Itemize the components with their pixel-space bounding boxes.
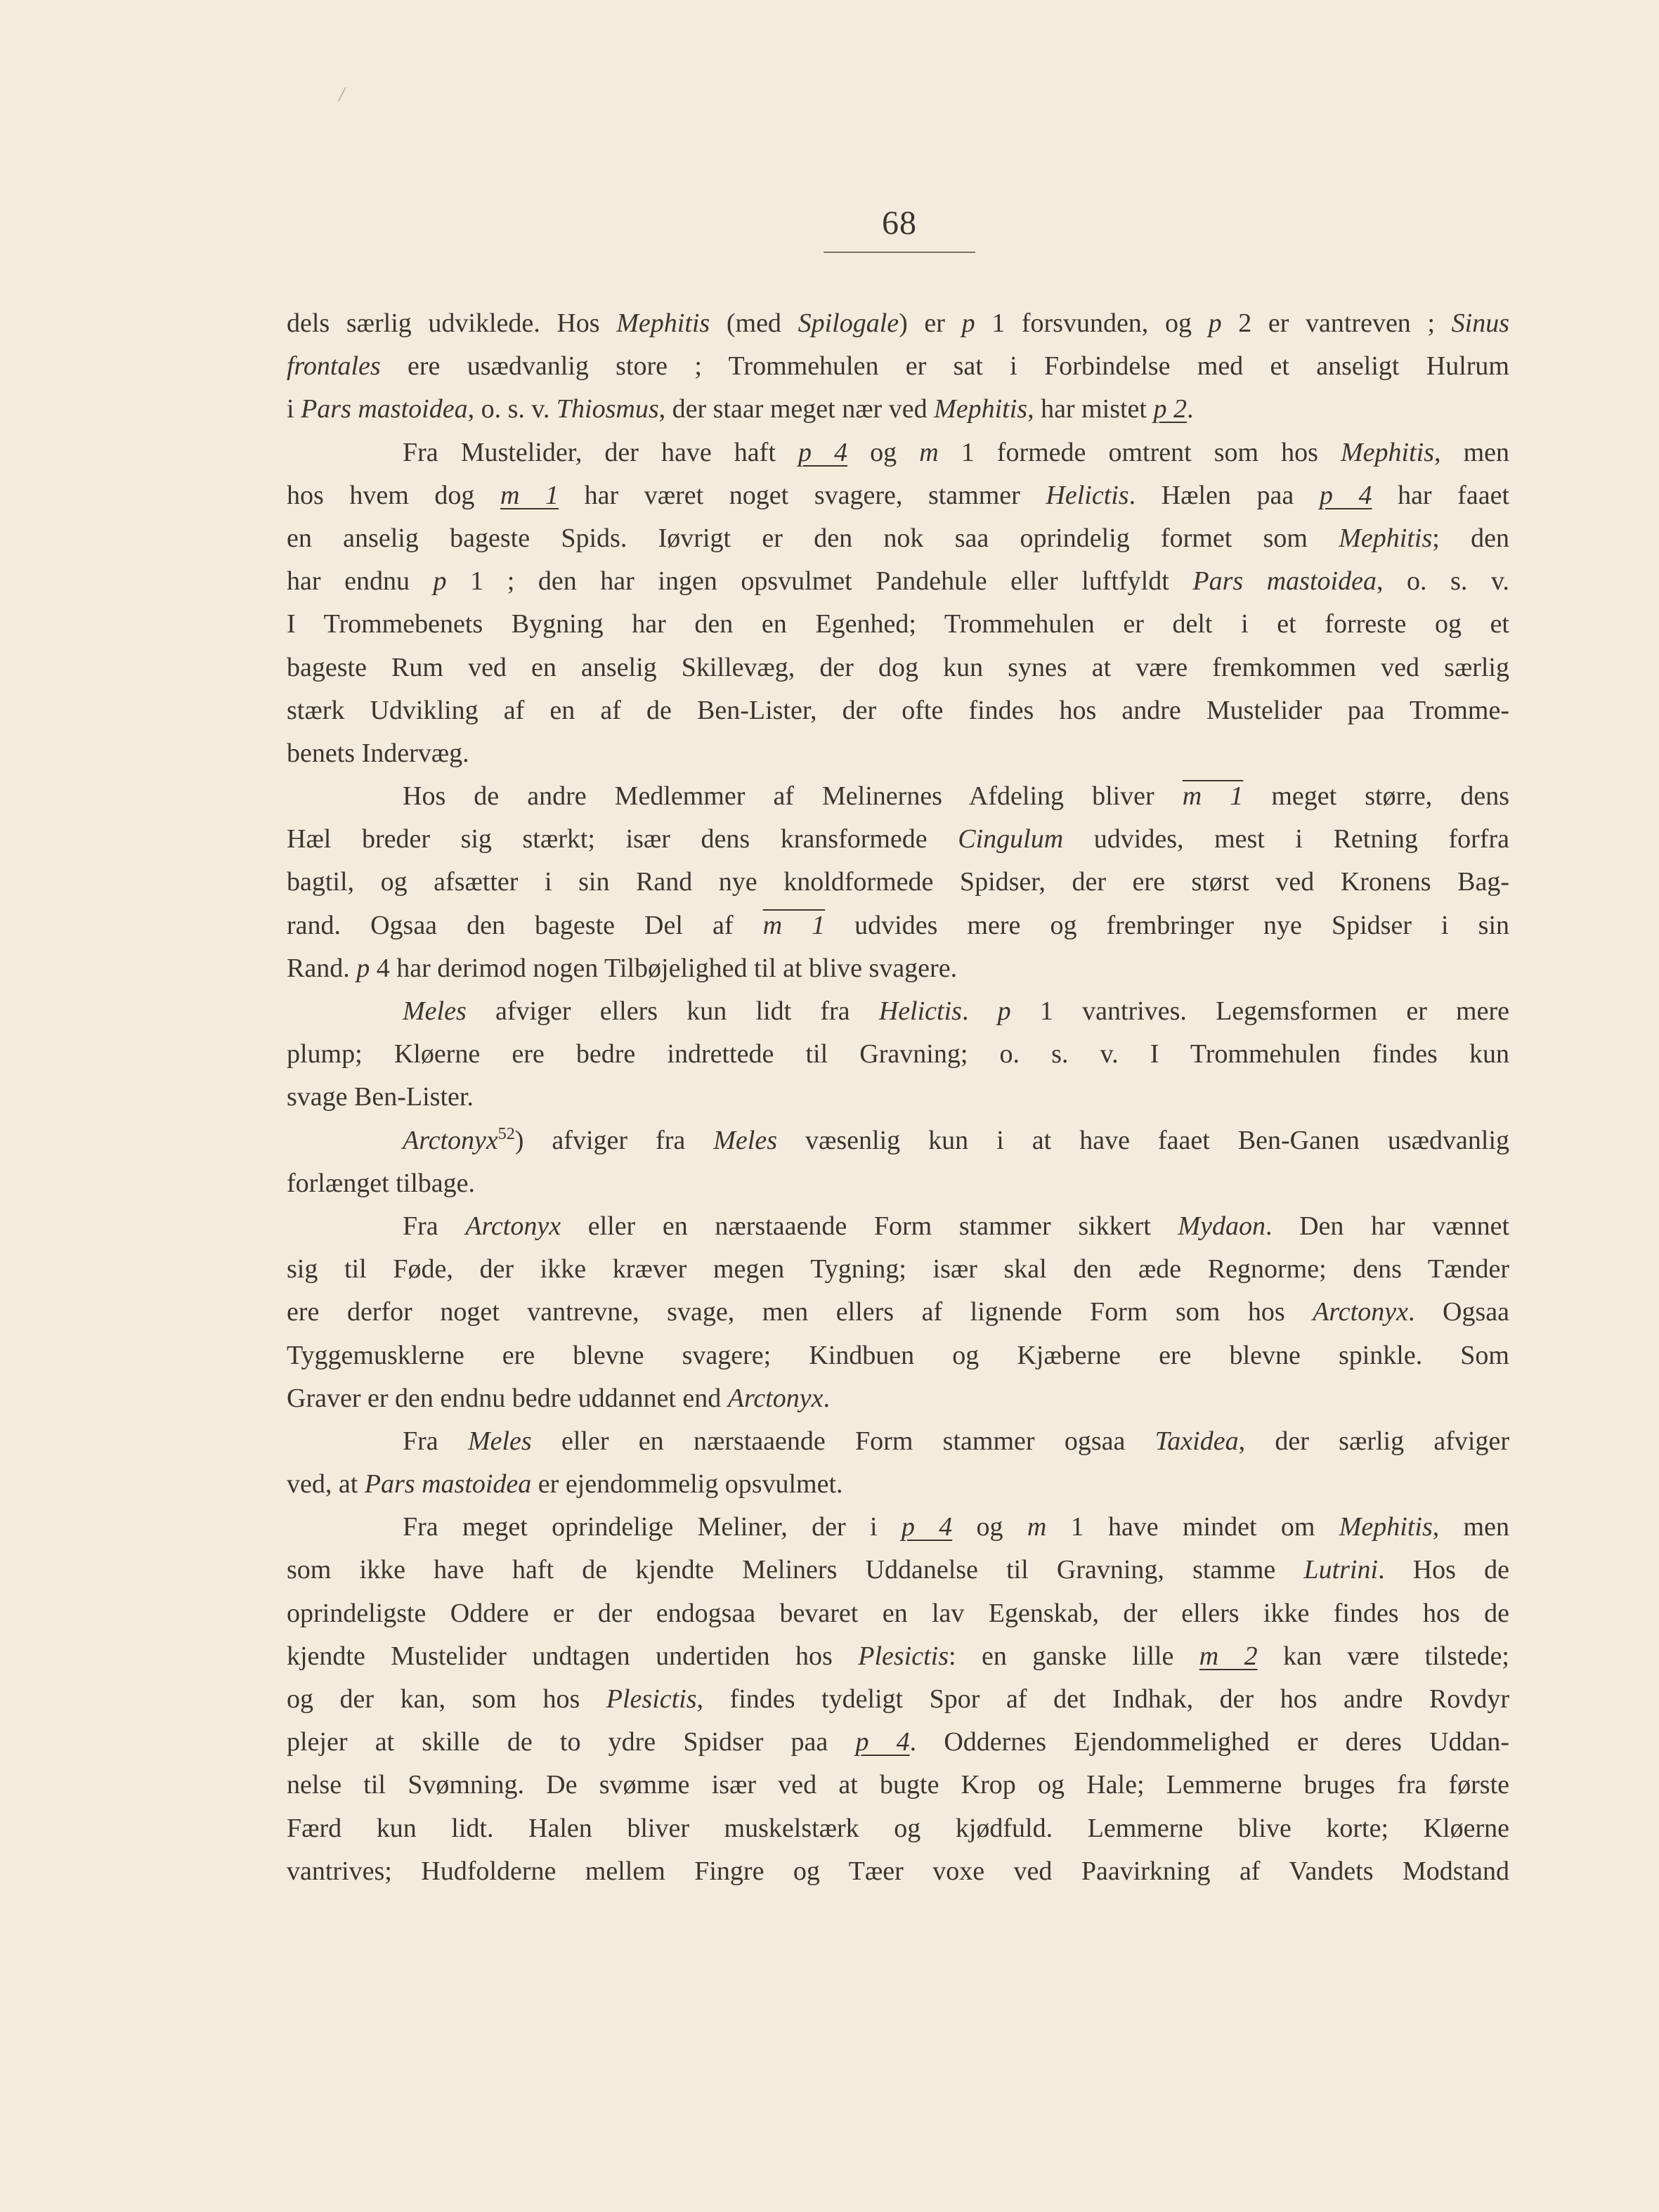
text-run: 1 forsvunden, og	[975, 308, 1209, 338]
text-run: Fra Mustelider, der have haft	[403, 437, 798, 467]
text-run: og	[952, 1512, 1027, 1542]
text-run: m 1	[500, 480, 559, 510]
text-run: Helictis	[878, 996, 962, 1026]
text-run: udvides, mest i Retning forfra	[1063, 824, 1509, 854]
text-line	[287, 1291, 1509, 1334]
text-run: m	[919, 437, 939, 467]
text-run: oprindeligste Oddere er der endogsaa bevaret en lav Egenskab, der ellers ikke findes hos de	[287, 1598, 1509, 1628]
text-line	[287, 689, 1509, 732]
text-run: Mephitis	[616, 308, 710, 338]
text-line	[287, 603, 1509, 646]
text-run: Pars mastoidea	[301, 394, 468, 424]
pencil-mark: /	[339, 83, 345, 106]
text-run: og der kan, som hos	[287, 1684, 606, 1714]
text-run: dels særlig udviklede. Hos	[287, 308, 617, 338]
text-run: p	[997, 996, 1011, 1026]
text-run: vantrives; Hudfolderne mellem Fingre og Tæer voxe ved Paavirkning af Vandets Modstand	[287, 1856, 1509, 1886]
text-run: Mydaon	[1178, 1211, 1266, 1241]
page-number: 68	[882, 204, 917, 242]
text-run: Pars mastoidea	[364, 1469, 532, 1499]
text-run: ; den	[1432, 523, 1509, 553]
text-run: p 4	[1319, 480, 1372, 510]
text-line	[287, 818, 1509, 861]
text-line	[287, 517, 1509, 560]
text-line	[287, 904, 1509, 947]
text-run: eller en nærstaaende Form stammer ogsaa	[531, 1426, 1155, 1456]
text-run: Graver er den endnu bedre uddannet end	[287, 1383, 728, 1413]
text-run: . Hos de	[1378, 1555, 1509, 1585]
text-run: m	[1027, 1512, 1047, 1542]
text-run: nelse til Svømning. De svømme især ved at bugte Krop og Hale; Lemmerne bruges fra første	[287, 1770, 1509, 1800]
text-run: forlænget tilbage.	[287, 1168, 476, 1198]
text-run: svage Ben-Lister.	[287, 1082, 474, 1112]
text-run: m 2	[1199, 1641, 1258, 1671]
text-line	[287, 947, 1509, 990]
text-run: (med	[710, 308, 798, 338]
body-text	[287, 302, 1509, 1893]
text-run: . Den har vænnet	[1265, 1211, 1510, 1241]
text-run: frontales	[287, 351, 381, 382]
text-run: 1 vantrives. Legemsformen er mere	[1010, 996, 1510, 1026]
text-run: udvides mere og frembringer nye Spidser i sin	[825, 910, 1510, 940]
text-run: , der særlig afviger	[1238, 1426, 1509, 1456]
text-line	[287, 1162, 1509, 1205]
text-run: benets Indervæg.	[287, 738, 469, 768]
text-run: kan være tilstede;	[1257, 1641, 1509, 1671]
text-run: Meles	[467, 1426, 532, 1456]
text-run: p	[356, 953, 370, 983]
text-run: meget større, dens	[1243, 781, 1510, 812]
text-line	[287, 1420, 1509, 1463]
text-run: p 4	[855, 1727, 910, 1757]
text-run: Mephitis	[934, 394, 1028, 424]
text-line	[287, 302, 1509, 345]
text-run: Sinus	[1451, 308, 1509, 338]
text-line	[287, 775, 1509, 818]
text-run: Pars mastoidea	[1192, 566, 1377, 597]
text-line	[287, 1033, 1509, 1076]
text-line	[287, 1678, 1509, 1721]
text-line	[287, 474, 1509, 517]
text-run: har faaet	[1372, 480, 1509, 510]
text-run: , o. s. v.	[1376, 566, 1509, 597]
text-line	[287, 1076, 1509, 1119]
text-line	[287, 1592, 1509, 1635]
text-run: plejer at skille de to ydre Spidser paa	[287, 1727, 856, 1757]
text-run: ere derfor noget vantrevne, svage, men ellers af lignende Form som hos	[287, 1297, 1313, 1327]
text-run: eller en nærstaaende Form stammer sikkert	[561, 1211, 1178, 1241]
text-run: Cingulum	[958, 824, 1064, 854]
text-run: m 1	[1182, 781, 1244, 812]
text-run: stærk Udvikling af en af de Ben-Lister, der ofte findes hos andre Mustelider paa Tromme-	[287, 695, 1509, 725]
text-line	[287, 732, 1509, 775]
text-run: Fra meget oprindelige Meliner, der i	[403, 1512, 902, 1542]
text-run: 1 ; den har ingen opsvulmet Pandehule eller luftfyldt	[446, 566, 1193, 597]
text-line	[287, 345, 1509, 388]
text-run: Arctonyx	[403, 1125, 498, 1155]
text-line	[287, 1850, 1509, 1893]
text-run: . Oddernes Ejendommelighed er deres Uddan-	[909, 1727, 1510, 1757]
text-run: rand. Ogsaa den bageste Del af	[287, 910, 763, 940]
text-line	[287, 1248, 1509, 1291]
text-line	[287, 1205, 1509, 1248]
text-run: 1 formede omtrent som hos	[938, 437, 1341, 467]
text-run: : en ganske lille	[949, 1641, 1199, 1671]
text-run: , o. s. v.	[467, 394, 557, 424]
text-line	[287, 1377, 1509, 1420]
text-run: p 4	[901, 1512, 953, 1542]
text-run: bagtil, og afsætter i sin Rand nye knoldformede Spidser, der ere størst ved Kronens Bag-	[287, 867, 1509, 897]
text-run: m 1	[762, 910, 826, 940]
text-run: i	[287, 394, 301, 424]
text-run: Mephitis	[1341, 437, 1434, 467]
text-run: . Hælen paa	[1128, 480, 1320, 510]
text-run: .	[961, 996, 998, 1026]
text-run: Hæl breder sig stærkt; især dens kransformede	[287, 824, 958, 854]
text-line	[287, 431, 1509, 474]
text-run: , der staar meget nær ved	[658, 394, 935, 424]
text-run: Lutrini	[1303, 1555, 1379, 1585]
text-run: Meles	[403, 996, 467, 1026]
text-run: p	[433, 566, 447, 597]
text-run: ved, at	[287, 1469, 365, 1499]
text-line	[287, 646, 1509, 689]
text-line	[287, 1764, 1509, 1807]
text-run: .	[1186, 394, 1194, 424]
text-run: har endnu	[287, 566, 434, 597]
text-run: .	[823, 1383, 831, 1413]
text-run: Arctonyx	[727, 1383, 824, 1413]
text-run: . Ogsaa	[1407, 1297, 1509, 1327]
text-line	[287, 1807, 1509, 1850]
text-run: Arctonyx	[1313, 1297, 1408, 1327]
text-run: plump; Kløerne ere bedre indrettede til Gravning; o. s. v. I Trommehulen findes kun	[287, 1039, 1509, 1069]
text-line	[287, 1506, 1509, 1549]
text-run: , findes tydeligt Spor af det Indhak, der hos andre Rovdyr	[696, 1684, 1509, 1714]
text-run: p 4	[798, 437, 848, 467]
text-run: en anselig bageste Spids. Iøvrigt er den nok saa oprindelig formet som	[287, 523, 1339, 553]
text-run: p	[961, 308, 975, 338]
text-run: Rand.	[287, 953, 357, 983]
text-run: p 2	[1153, 394, 1187, 424]
text-line	[287, 1635, 1509, 1678]
text-run: 2 er vantreven ;	[1221, 308, 1452, 338]
page-number-rule	[824, 252, 975, 253]
text-run: 4 har derimod nogen Tilbøjelighed til at blive svagere.	[370, 953, 958, 983]
text-line	[287, 1119, 1509, 1162]
text-run: , har mistet	[1027, 394, 1154, 424]
text-run: Færd kun lidt. Halen bliver muskelstærk og kjødfuld. Lemmerne blive korte; Kløerne	[287, 1813, 1509, 1843]
text-run: 1 have mindet om	[1046, 1512, 1339, 1542]
text-run: ) afviger fra	[514, 1125, 714, 1155]
text-run: er ejendommelig opsvulmet.	[531, 1469, 843, 1499]
text-run: kjendte Mustelider undtagen undertiden hos	[287, 1641, 859, 1671]
text-run: sig til Føde, der ikke kræver megen Tygning; især skal den æde Regnorme; dens Tænder	[287, 1254, 1509, 1284]
text-line	[287, 990, 1509, 1033]
text-run: p	[1208, 308, 1222, 338]
text-line	[287, 1721, 1509, 1764]
text-run: Fra	[403, 1211, 466, 1241]
text-run: Meles	[713, 1125, 777, 1155]
text-run: , men	[1432, 1512, 1509, 1542]
text-run: afviger ellers kun lidt fra	[466, 996, 879, 1026]
text-run: Spilogale	[798, 308, 899, 338]
text-run: Thiosmus	[556, 394, 659, 424]
text-run: bageste Rum ved en anselig Skillevæg, der dog kun synes at være fremkommen ved særlig	[287, 652, 1509, 682]
text-run: Taxidea	[1154, 1426, 1239, 1456]
text-run: har været noget svagere, stammer	[559, 480, 1046, 510]
text-line	[287, 1334, 1509, 1377]
text-run: væsenlig kun i at have faaet Ben-Ganen usædvanlig	[777, 1125, 1510, 1155]
text-line	[287, 1463, 1509, 1506]
text-line	[287, 1549, 1509, 1592]
text-run: Mephitis	[1339, 523, 1433, 553]
text-run: som ikke have haft de kjendte Meliners Uddanelse til Gravning, stamme	[287, 1555, 1304, 1585]
text-run: Plesictis	[858, 1641, 949, 1671]
text-run: og	[847, 437, 920, 467]
text-line	[287, 861, 1509, 904]
text-line	[287, 388, 1509, 431]
text-run: Hos de andre Medlemmer af Melinernes Afdeling bliver	[403, 781, 1183, 812]
text-run: Plesictis	[606, 1684, 697, 1714]
text-run: , men	[1434, 437, 1509, 467]
text-run: Mephitis	[1339, 1512, 1433, 1542]
text-run: hos hvem dog	[287, 480, 501, 510]
text-run: ere usædvanlig store ; Trommehulen er sat i Forbindelse med et anseligt Hulrum	[380, 351, 1509, 382]
text-run: ) er	[899, 308, 962, 338]
text-run: I Trommebenets Bygning har den en Egenhed; Trommehulen er delt i et forreste og et	[287, 609, 1509, 639]
text-run: Tyggemusklerne ere blevne svagere; Kindbuen og Kjæberne ere blevne spinkle. Som	[287, 1340, 1509, 1370]
text-run: Arctonyx	[465, 1211, 561, 1241]
text-run: Fra	[403, 1426, 468, 1456]
text-line	[287, 560, 1509, 603]
text-run: Helictis	[1046, 480, 1129, 510]
footnote-ref: 52	[497, 1124, 515, 1143]
